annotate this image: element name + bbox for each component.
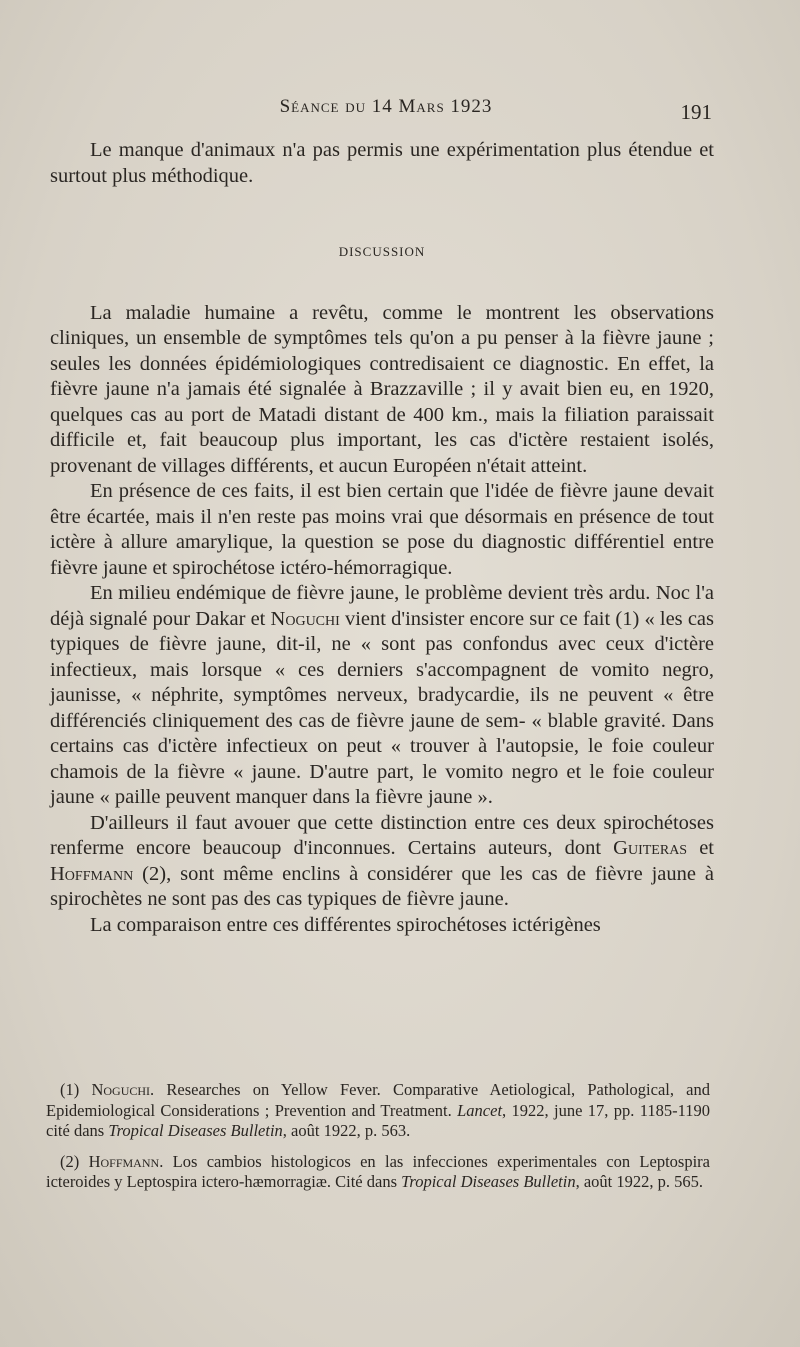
paragraph-4-and: et bbox=[687, 837, 714, 859]
footnote-1-text: . Researches on Yellow Fever. Comparative Aetiological, Pathological, and Epidemiological Considerations ; Prevention and Treatment. bbox=[46, 1080, 710, 1120]
footnote-2-bulletin: Tropical Diseases Bulletin bbox=[401, 1172, 576, 1191]
paragraph-4-text-a: D'ailleurs il faut avouer que cette distinction entre ces deux spirochétoses renferme encore beaucoup d'inconnues. Certains auteurs, dont bbox=[50, 811, 714, 859]
footnote-2-text-2: , août 1922, p. 565. bbox=[575, 1172, 704, 1191]
page-header bbox=[60, 96, 712, 126]
section-heading: DISCUSSION bbox=[338, 244, 426, 259]
footnote-1-journal: Lancet bbox=[457, 1100, 503, 1120]
footnote-2-text: . Los cambios histologicos en las infecciones experimentales con Leptospira icteroides y Leptospira ictero-hæmorragiæ. Cité dans bbox=[46, 1151, 710, 1191]
paragraph-1: La maladie humaine a revêtu, comme le montrent les observations cliniques, un ensemble de symptômes tels qu'on a pu penser à la fièvre jaune ; seules les données épidémiologiques contredisaient ce diagnostic. En effet, la fièvre jaune n'a jamais été signalée à Brazzaville ; il y avait bien eu, en 1920, quelques cas au port de Matadi distant de 400 km., mais la filiation paraissait difficile et, fait beaucoup plus important, les cas d'ictère restaient isolés, provenant de villages différents, et aucun Européen n'était atteint. bbox=[50, 301, 714, 477]
footnote-1-author: Noguchi bbox=[91, 1080, 151, 1099]
paragraph-3-text-b: vient d'insister encore sur ce fait (1) « les cas typiques de fièvre jaune, dit-il, ne « sont pas confondus avec ceux d'ictère infectieux, mais lorsque « ces derniers s'accompagnent de vomito negro, jaunisse, « néphrite, symptômes nerveux, bradycardie, ils ne peuvent « être différenciés cliniquement des cas de fièvre jaune de sem- « blable gravité. Dans certains cas d'ictère infectieux on peut « trouver à l'autopsie, le foie couleur chamois de la fièvre « jaune. D'autre part, le vomito negro et le foie couleur jaune « paille peuvent manquer dans la fièvre jaune ». bbox=[50, 607, 714, 808]
paragraph-2: En présence de ces faits, il est bien certain que l'idée de fièvre jaune devait être écartée, mais il n'en reste pas moins vrai que désormais en présence de tout ictère à allure amarylique, la question se pose du diagnostic différentiel entre fièvre jaune et spirochétose ictéro-hémorragique. bbox=[50, 480, 714, 579]
paragraph-3 bbox=[50, 581, 714, 811]
footnote-1-text-2: , 1922, june 17, pp. 1185-1190 cité dans bbox=[46, 1100, 711, 1140]
author-hoffmann: Hoffmann bbox=[50, 862, 134, 885]
footnote-1-bulletin: Tropical Diseases Bulletin bbox=[108, 1121, 283, 1140]
footnote-2-author: Hoffmann bbox=[88, 1151, 160, 1171]
footnote-2-number: (2) bbox=[60, 1151, 89, 1171]
footnote-2 bbox=[46, 1152, 710, 1193]
paragraph-3-text-a: En milieu endémique de fièvre jaune, le problème devient très ardu. Noc l'a déjà signalé pour Dakar et bbox=[50, 582, 714, 630]
paragraph-intro: Le manque d'animaux n'a pas permis une expérimentation plus étendue et surtout plus méthodique. bbox=[50, 139, 714, 187]
body-text bbox=[50, 138, 714, 938]
author-noguchi: Noguchi bbox=[270, 607, 340, 630]
paragraph-4 bbox=[50, 811, 714, 913]
paragraph-5: La comparaison entre ces différentes spirochétoses ictérigènes bbox=[90, 913, 601, 936]
footnote-1 bbox=[46, 1080, 710, 1142]
author-guiteras: Guiteras bbox=[613, 837, 688, 859]
footnote-1-number: (1) bbox=[60, 1080, 92, 1099]
running-head: Séance du 14 Mars 1923 bbox=[279, 96, 493, 117]
footnotes bbox=[46, 1080, 710, 1203]
page-number: 191 bbox=[680, 100, 712, 124]
paragraph-4-text-b: (2), sont même enclins à considérer que les cas de fièvre jaune à spirochètes ne sont pas des cas typiques de fièvre jaune. bbox=[50, 862, 714, 910]
footnote-1-text-3: , août 1922, p. 563. bbox=[282, 1121, 411, 1140]
